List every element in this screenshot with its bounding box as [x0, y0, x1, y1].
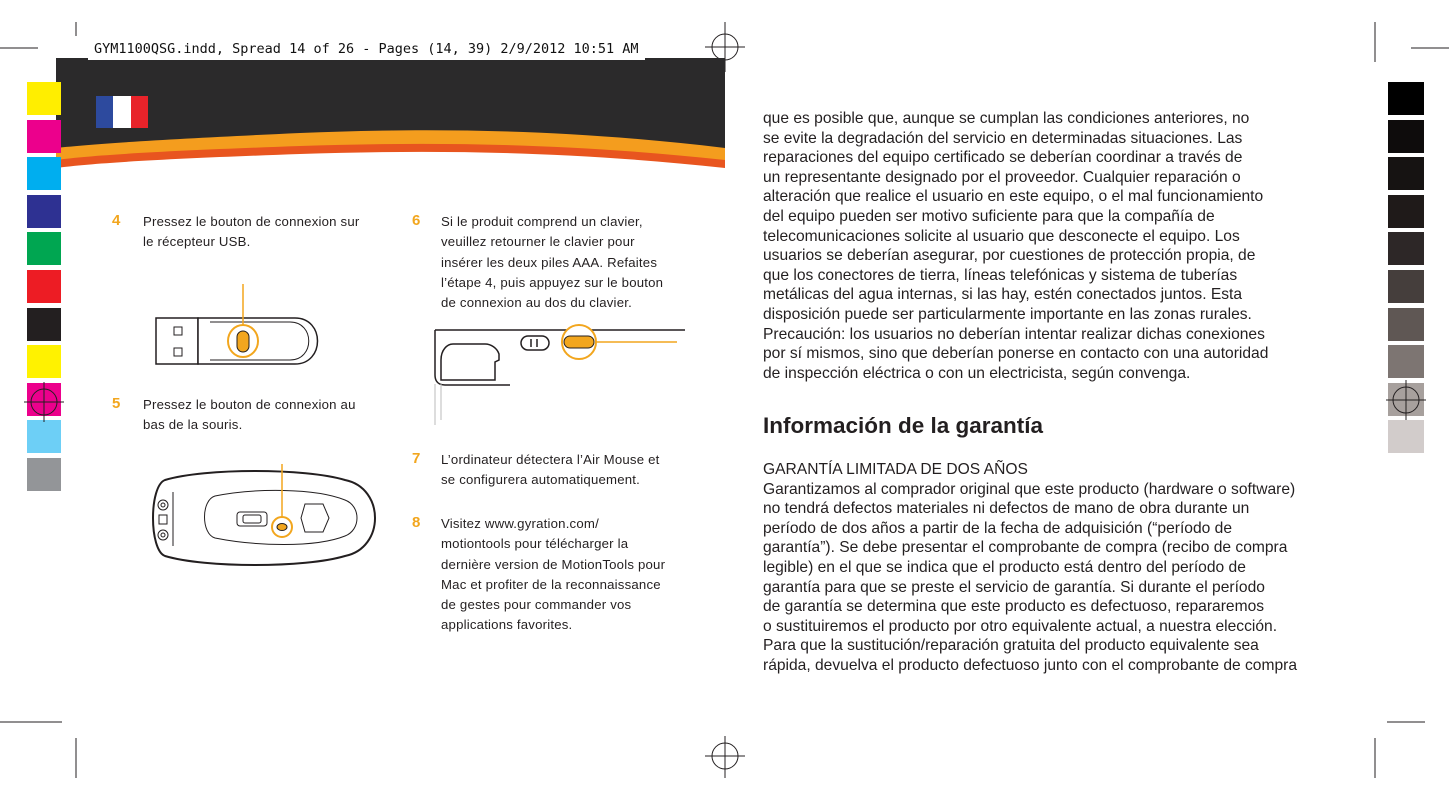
color-bar-left	[27, 82, 61, 496]
flag-red-band	[131, 96, 148, 128]
registration-mark-bottom	[705, 736, 745, 778]
color-swatch	[27, 308, 61, 341]
flag-blue-band	[96, 96, 113, 128]
header-band	[0, 0, 725, 175]
flag-white-band	[113, 96, 130, 128]
gray-swatch	[1388, 82, 1424, 115]
usb-receiver-illustration	[150, 280, 330, 375]
step-4-number: 4	[112, 212, 121, 229]
gray-swatch	[1388, 195, 1424, 228]
step-6-text: Si le produit comprend un clavier, veuillez retourner le clavier pour insérer les deux piles AAA. Refaites l’étape 4, puis appuyez sur le bouton de connexion au dos du clavier.	[441, 214, 664, 311]
spanish-intro-paragraph: que es posible que, aunque se cumplan las condiciones anteriores, no se evite la degradación del servicio en determinadas situaciones. Las reparaciones del equipo certificado se deberían coordinar a través de un representante designado por el proveedor. Cualquier reparación o alteración que realice el usuario en este equipo, o el mal funcionamiento del equipo pueden ser motivo suficiente para que la compañía de telecomunicaciones solicite al usuario que desconecte el equipo. Los usuarios se deberían asegurar, por cuestiones de protección propia, de que los conectores de tierra, líneas telefónicas y sistema de tuberías metálicas del agua internas, si las hay, estén conectados juntos. Esta disposición puede ser particularmente importante en las zonas rurales. Precaución: los usuarios no deberían intentar realizar dichas conexiones por sí mismos, sino que deberían ponerse en contacto con una autoridad de inspección eléctrica o con un electricista, según convenga.	[763, 110, 1269, 382]
color-swatch	[27, 195, 61, 228]
color-swatch	[27, 120, 61, 153]
color-swatch	[27, 232, 61, 265]
step-6-number: 6	[412, 212, 421, 229]
gray-swatch	[1388, 120, 1424, 153]
step-8-text: Visitez www.gyration.com/ motiontools pour télécharger la dernière version de MotionTools pour Mac et profiter de la reconnaissance de gestes pour commander vos applications favorites.	[441, 516, 666, 633]
registration-mark-left	[20, 378, 68, 426]
step-7-number: 7	[412, 450, 421, 467]
gray-swatch	[1388, 157, 1424, 190]
warranty-heading: Información de la garantía	[763, 413, 1044, 438]
step-7-text: L’ordinateur détectera l’Air Mouse et se configurera automatiquement.	[441, 452, 660, 488]
france-flag	[96, 96, 148, 128]
step-8-number: 8	[412, 514, 421, 531]
color-swatch	[27, 157, 61, 190]
keyboard-back-illustration	[425, 320, 685, 430]
gray-swatch	[1388, 345, 1424, 378]
color-swatch	[27, 345, 61, 378]
color-swatch	[27, 458, 61, 491]
gray-swatch	[1388, 308, 1424, 341]
registration-mark-right	[1382, 376, 1430, 424]
gray-swatch	[1388, 270, 1424, 303]
step-4-text: Pressez le bouton de connexion sur le récepteur USB.	[143, 214, 360, 250]
step-5-text: Pressez le bouton de connexion au bas de la souris.	[143, 397, 356, 433]
color-swatch	[27, 270, 61, 303]
gray-swatch	[1388, 420, 1424, 453]
warranty-paragraph: GARANTÍA LIMITADA DE DOS AÑOS Garantizamos al comprador original que este producto (hardware o software) no tendrá defectos materiales ni defectos de mano de obra durante un período de dos años a partir de la fecha de adquisición (“período de garantía”). Se debe presentar el comprobante de compra (recibo de compra legible) en el que se indica que el producto está dentro del período de garantía para que se preste el servicio de garantía. Si durante el período de garantía se determina que este producto es defectuoso, repararemos o sustituiremos el producto por otro equivalente actual, a nuestra elección. Para que la sustitución/reparación gratuita del producto equivalente sea rápida, devuelva el producto defectuoso junto con el comprobante de compra	[763, 461, 1297, 674]
mouse-underside-illustration	[145, 460, 395, 575]
file-slug: GYM1100QSG.indd, Spread 14 of 26 - Pages (14, 39) 2/9/2012 10:51 AM	[88, 38, 645, 60]
step-5-number: 5	[112, 395, 121, 412]
color-swatch	[27, 82, 61, 115]
gray-swatch	[1388, 232, 1424, 265]
